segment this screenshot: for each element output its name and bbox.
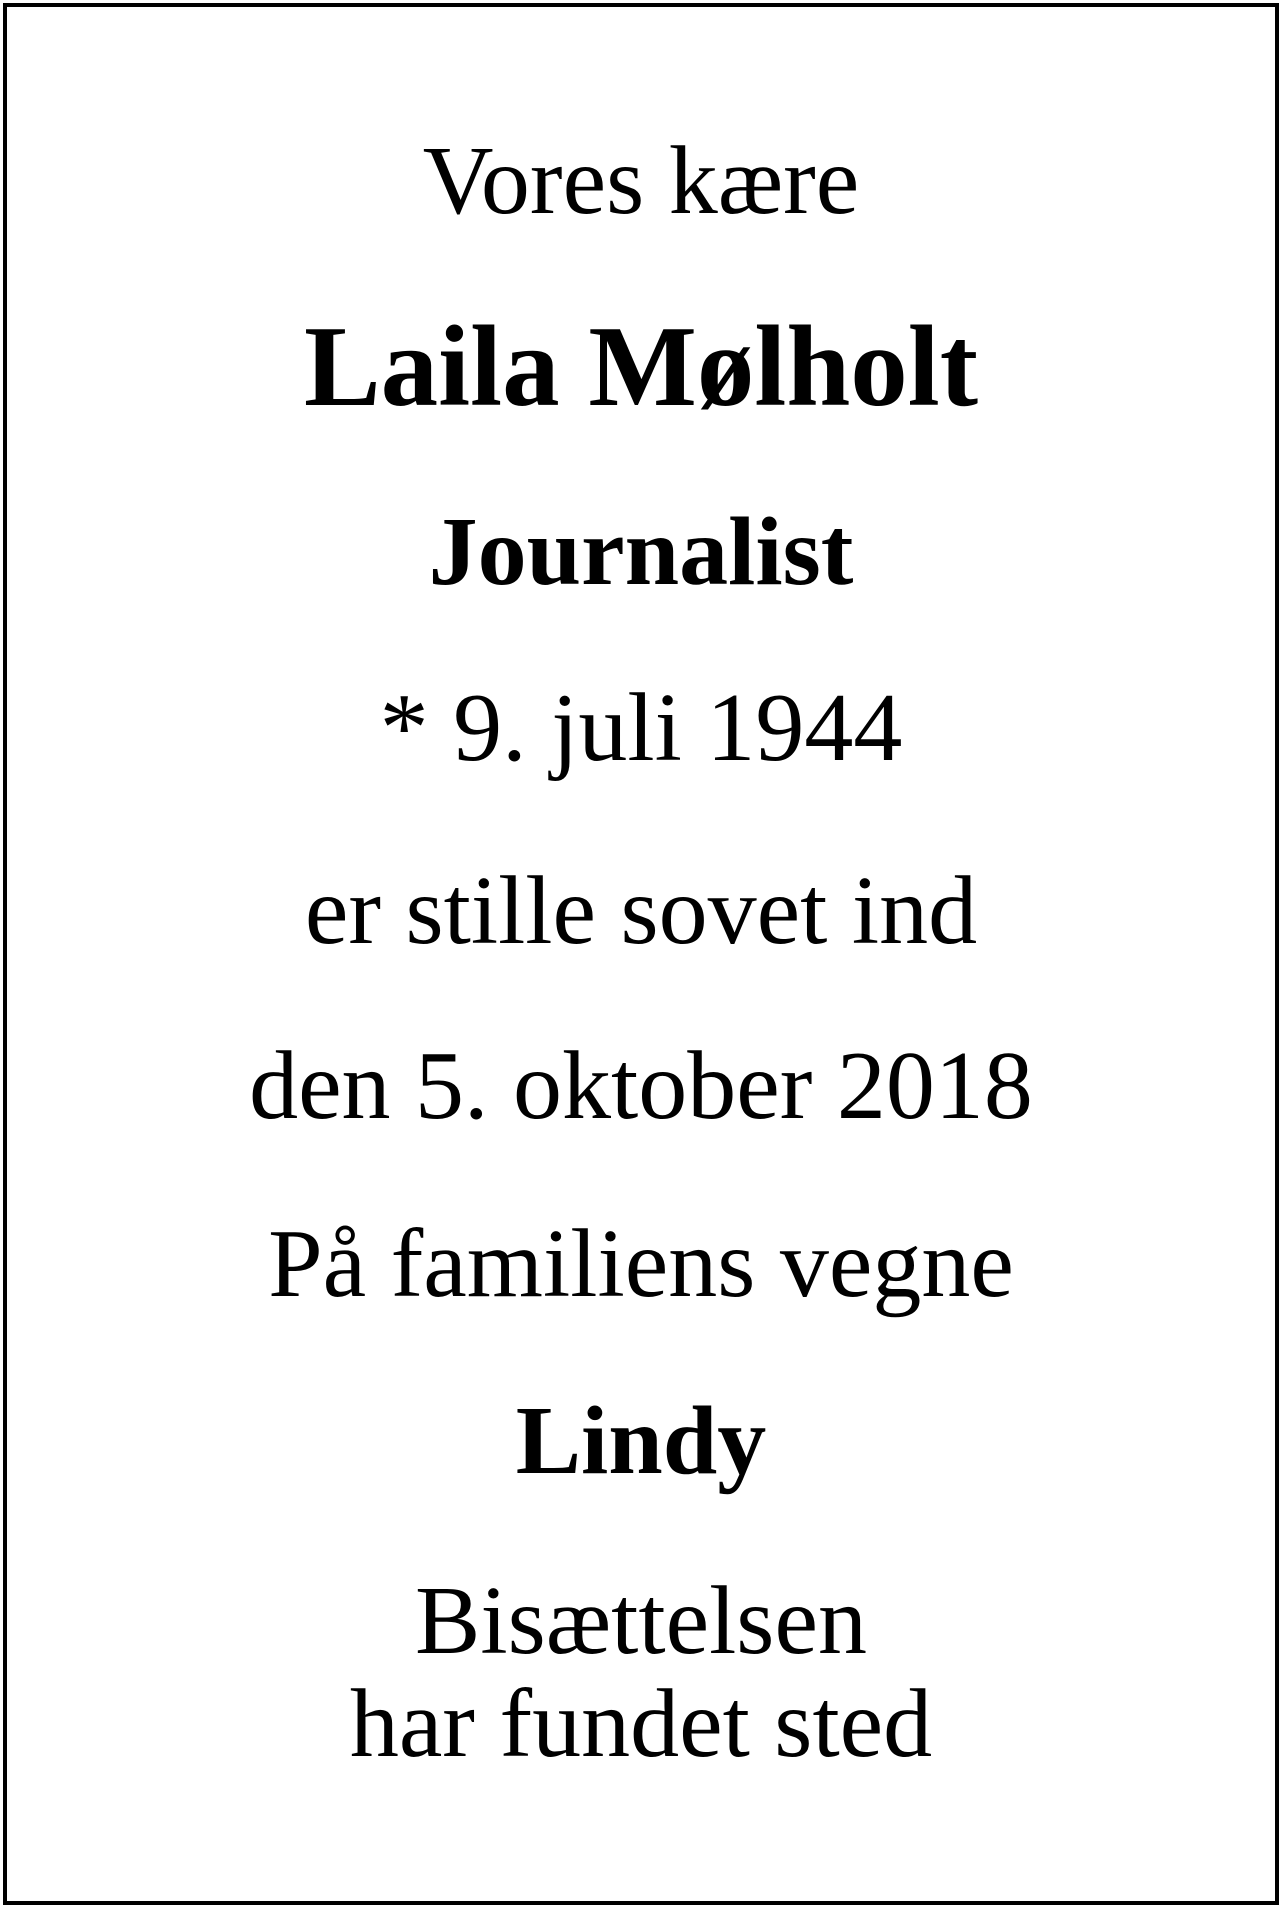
occupation: Journalist	[428, 498, 854, 606]
signature-name: Lindy	[515, 1387, 767, 1495]
deceased-name: Laila Mølholt	[303, 303, 979, 430]
birth-date: * 9. juli 1944	[379, 674, 903, 782]
intro-text: Vores kære	[422, 127, 860, 235]
funeral-text-line2: har fundet sted	[349, 1670, 933, 1778]
funeral-text-line1: Bisættelsen	[415, 1567, 867, 1675]
passing-text: er stille sovet ind	[304, 857, 978, 965]
obituary-notice	[3, 3, 1279, 1905]
passing-date: den 5. oktober 2018	[249, 1032, 1033, 1140]
on-behalf-text: På familiens vegne	[268, 1210, 1014, 1318]
